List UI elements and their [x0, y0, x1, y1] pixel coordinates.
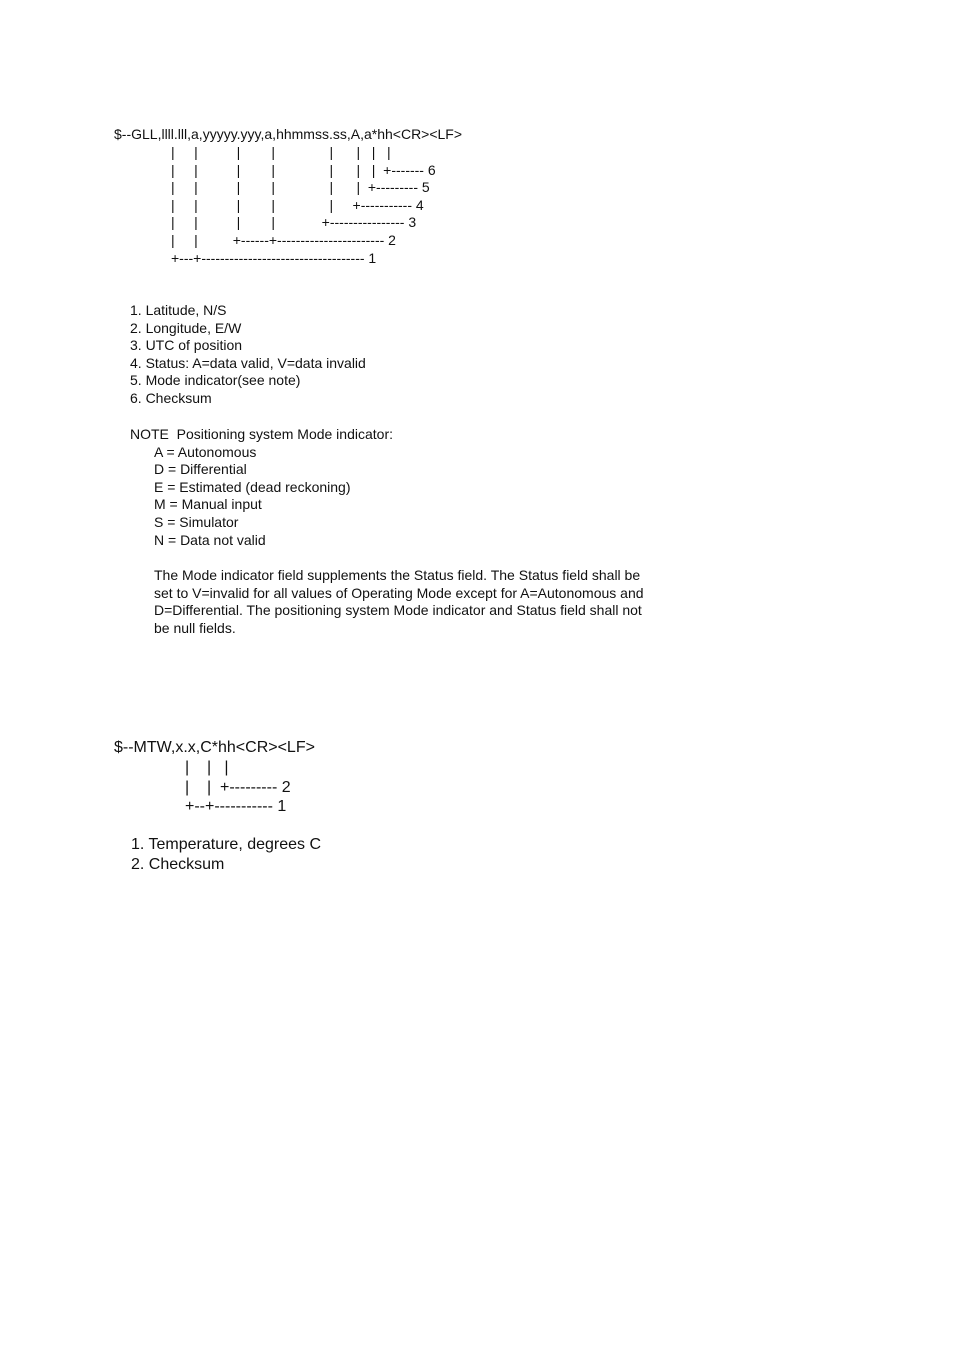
gll-diagram-line: | | | | +---------------- 3	[171, 214, 417, 231]
gll-diagram-line: | | | | | | | |	[171, 144, 391, 160]
paragraph-line: be null fields.	[154, 619, 236, 636]
gll-diagram-line: | | | | | | | +------- 6	[171, 161, 436, 178]
list-item: M = Manual input	[154, 496, 262, 513]
gll-sentence: $--GLL,llll.lll,a,yyyyy.yyy,a,hhmmss.ss,A,a*hh<CR><LF>	[114, 126, 463, 142]
list-item: 1. Latitude, N/S	[130, 302, 227, 318]
list-item: 5. Mode indicator(see note)	[130, 372, 301, 389]
list-item: N = Data not valid	[154, 531, 266, 548]
list-item: 3. UTC of position	[130, 337, 243, 354]
list-item: S = Simulator	[154, 513, 239, 530]
list-item: A = Autonomous	[154, 443, 257, 460]
note-title: NOTE Positioning system Mode indicator:	[130, 426, 393, 442]
mtw-sentence: $--MTW,x.x,C*hh<CR><LF>	[114, 739, 315, 756]
gll-diagram-line: +---+----------------------------------- 1	[171, 249, 377, 266]
gll-diagram-line: | | | | | | +--------- 5	[171, 179, 430, 196]
list-item: D = Differential	[154, 461, 247, 478]
paragraph-line: set to V=invalid for all values of Operating Mode except for A=Autonomous and	[154, 584, 644, 601]
mtw-diagram-line: | | +--------- 2	[185, 778, 291, 796]
gll-diagram-line: | | | | | +----------- 4	[171, 196, 424, 213]
paragraph-line: D=Differential. The positioning system Mode indicator and Status field shall not	[154, 602, 642, 619]
list-item: 1. Temperature, degrees C	[131, 836, 322, 853]
list-item: 4. Status: A=data valid, V=data invalid	[130, 354, 366, 371]
paragraph-line: The Mode indicator field supplements the Status field. The Status field shall be	[154, 567, 641, 583]
list-item: 6. Checksum	[130, 390, 212, 406]
list-item: E = Estimated (dead reckoning)	[154, 478, 351, 495]
gll-diagram-line: | | +------+----------------------- 2	[171, 232, 396, 248]
list-item: 2. Checksum	[131, 855, 225, 873]
mtw-diagram-line: +--+----------- 1	[185, 798, 287, 815]
mtw-diagram-line: | | |	[185, 759, 229, 776]
list-item: 2. Longitude, E/W	[130, 319, 242, 336]
